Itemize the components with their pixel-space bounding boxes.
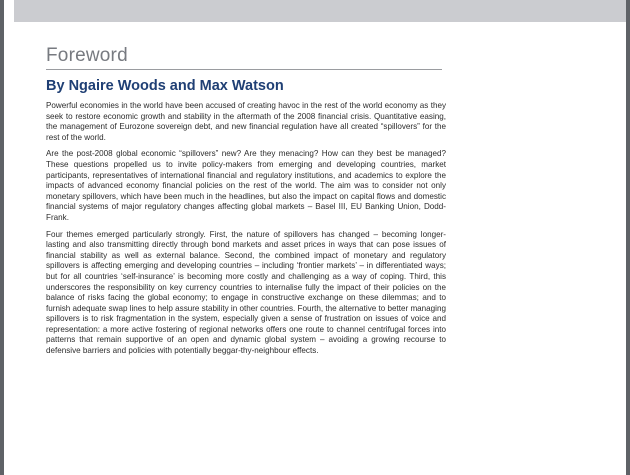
paragraph-3: Four themes emerged particularly strongly. First, the nature of spillovers has changed – becoming longer-lasting and also transmitting directly through bond markets and asset prices in ways that can pose issues of financial stability as well as external balance. Second, the combined impact of monetary and regulatory spillovers is affecting emerging and developing countries – including ‘frontier markets’ – in differentiated ways; but for all countries ‘self-insurance’ is becoming more costly and challenging as a way of coping. Third, this underscores the responsibility on key currency countries to internalise fully the impact of their policies on the balance of risks facing the global economy; to engage in constructive exchange on these dilemmas; and to furnish adequate swap lines to help assure stability in other countries. Fourth, the alternative to better managing spillovers is to risk fragmentation in the system, especially given a sense of frustration on issues of voice and representation: a more active fostering of regional networks offers one route to channel centrifugal forces into patterns that remain supportive of an open and dynamic global system – avoiding a growing recourse to defensive barriers and policies with potentially beggar-thy-neighbour effects. [46, 229, 446, 356]
page-header-band [14, 0, 626, 22]
paragraph-1: Powerful economies in the world have been accused of creating havoc in the rest of the world economy as they seek to restore economic growth and stability in the aftermath of the 2008 financial crisis. Quantitative easing, the management of Eurozone sovereign debt, and new financial regulation have all created “spillovers” for the rest of the world. [46, 101, 446, 142]
body-text [46, 101, 446, 363]
document-page [4, 0, 626, 475]
paragraph-2: Are the post-2008 global economic “spillovers” new? Are they menacing? How can they best be managed? These questions propelled us to invite policy-makers from emerging and developing countries, market participants, representatives of international financial and regulatory institutions, and academics to explore the impacts of advanced economy financial policies on the rest of the world. The aim was to consider not only monetary spillovers, which have been much in the headlines, but also the impact on capital flows and domestic financial systems of major regulatory changes affecting global markets – Basel III, EU Banking Union, Dodd-Frank. [46, 149, 446, 222]
author-byline: By Ngaire Woods and Max Watson [46, 78, 284, 94]
section-heading: Foreword [46, 45, 442, 70]
